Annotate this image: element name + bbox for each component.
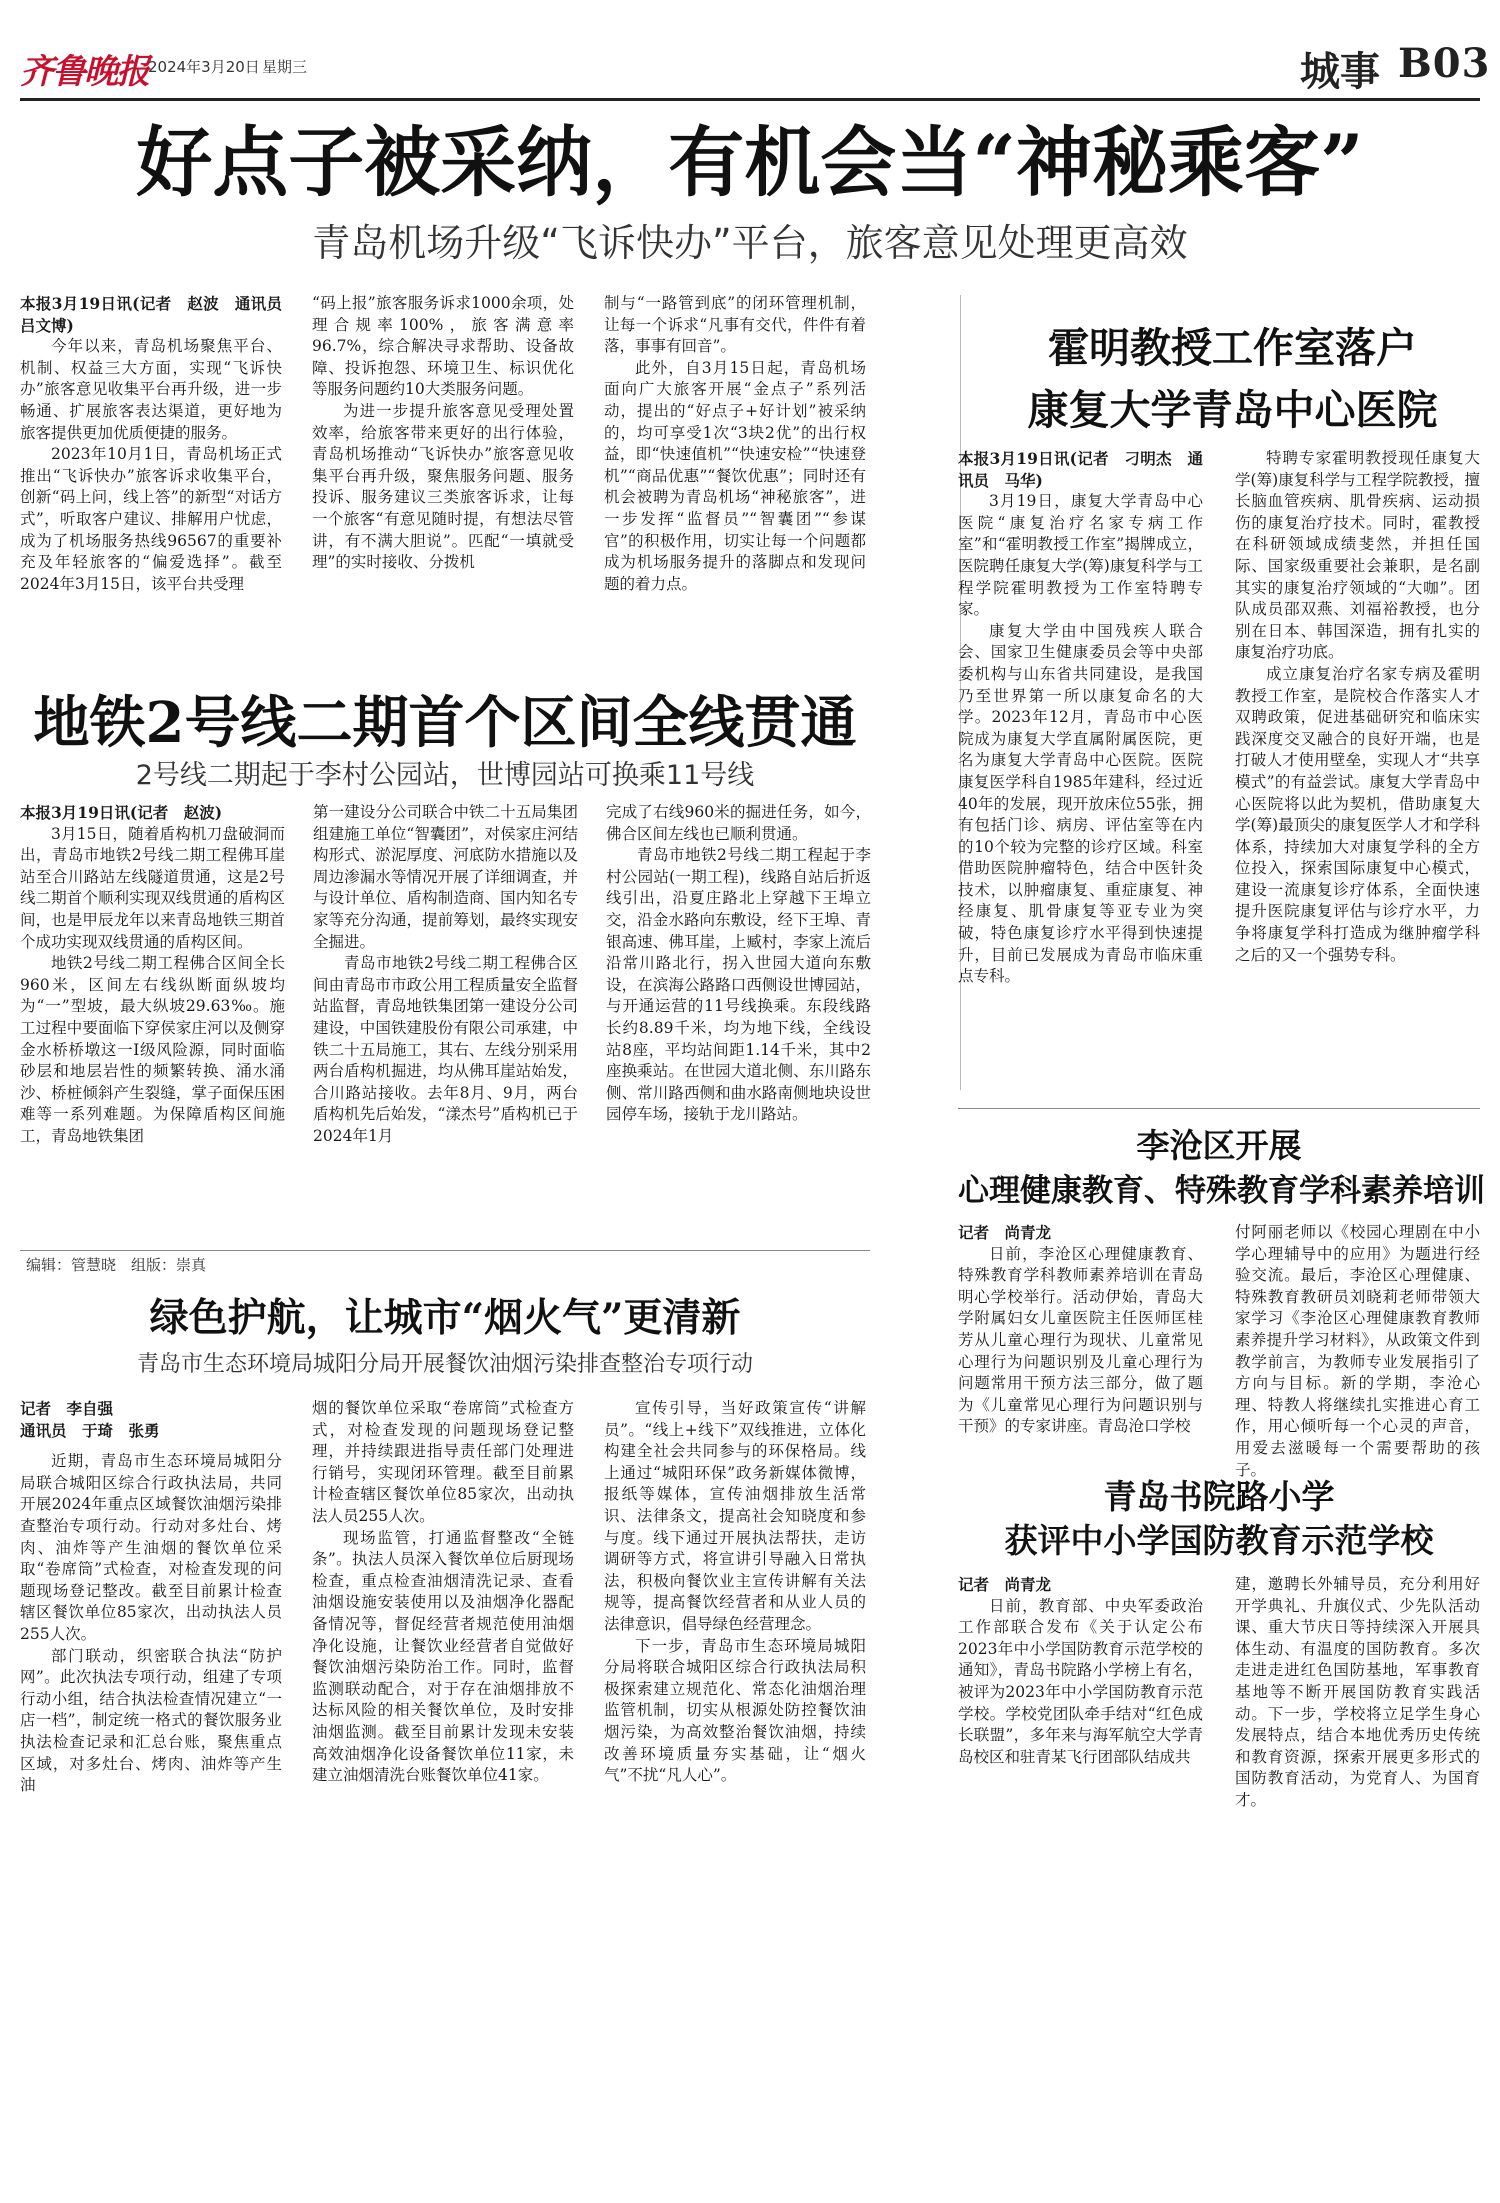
paragraph: 宣传引导，当好政策宣传“讲解员”。“线上+线下”双线推进，立体化构建全社会共同参与的环保格局。线上通过“城阳环保”政务新媒体微博，报纸等媒体，宣传油烟排放生活常识、法律条文，提高社会知晓度和参与度。线下通过开展执法帮扶，走访调研等方式，将宣讲引导融入日常执法，积极向餐饮业主宣传讲解有关法规等，提高餐饮经营者和从业人员的法律意识，倡导绿色经营理念。 — [604, 1399, 866, 1633]
issue-date: 2024年3月20日 — [148, 58, 260, 76]
paragraph: 特聘专家霍明教授现任康复大学(筹)康复科学与工程学院教授，擅长脑血管疾病、肌骨疾病、运动损伤的康复治疗技术。同时，霍教授在科研领域成绩斐然，并担任国际、国家级重要社会兼职，是名副其实的康复治疗领域的“大咖”。团队成员邵双燕、刘福裕教授，也分别在日本、韩国深造，拥有扎实的康复治疗功底。 — [1235, 449, 1480, 662]
paragraph: 制与“一路管到底”的闭环管理机制，让每一个诉求“凡事有交代，件件有着落，事事有回音”。 — [604, 294, 866, 356]
headline-line2: 心理健康教育、特殊教育学科素养培训 — [958, 1173, 1485, 1209]
paragraph: 青岛市地铁2号线二期工程起于李村公园站(一期工程)，线路自站后折返线引出，沿夏庄路北上穿越下王埠立交，沿金水路向东敷设，经下王埠、青银高速、佛耳崖，上臧村，李家上流后沿常川路北行，拐入世园大道向东敷设，在滨海公路路口西侧设世博园站，与开通运营的11号线换乘。东段线路长约8.89千米，均为地下线，全线设站8座，平均站间距1.14千米，其中2座换乘站。在世园大道北侧、东川路东侧、常川路西侧和曲水路南侧地块设世园停车场，接轨于龙川路站。 — [606, 846, 871, 1124]
editor-credit: 编辑：管慧晓 组版：崇真 — [26, 1256, 207, 1274]
paragraph: 日前，李沧区心理健康教育、特殊教育学科教师素养培训在青岛明心学校举行。活动伊始，青岛大学附属妇女儿童医院主任医师匡桂芳从儿童心理行为现状、儿童常见心理行为问题识别及儿童心理行为问题常用干预方法三部分，做了题为《儿童常见心理行为问题识别与干预》的专家讲座。青岛沧口学校 — [958, 1244, 1203, 1436]
article-column — [604, 1398, 866, 1863]
byline: 本报3月19日讯(记者 刁明杰 通讯员 马华) — [958, 449, 1203, 490]
byline: 本报3月19日讯(记者 赵波 通讯员 吕文博) — [20, 294, 298, 335]
byline: 记者 尚青龙 — [958, 1223, 1052, 1242]
paragraph: 下一步，青岛市生态环境局城阳分局将联合城阳区综合行政执法局积极探索建立规范化、常态化油烟治理监管机制，切实从根源处防控餐饮油烟污染，为高效整治餐饮油烟，持续改善环境质量夯实基础，让“烟火气”不扰“凡人心”。 — [604, 1636, 866, 1785]
headline: 青岛书院路小学 — [1103, 1477, 1335, 1516]
paragraph: 为进一步提升旅客意见受理处置效率，给旅客带来更好的出行体验，青岛机场推动“飞诉快办”旅客意见收集平台再升级，聚焦服务问题、服务投诉、服务建议三类旅客诉求，让每一个旅客“有意见随时提，有想法尽管讲，有不满大胆说”。匹配“一填就受理”的实时接收、分拨机 — [312, 401, 574, 572]
article-column — [20, 293, 298, 678]
subheadline: 青岛市生态环境局城阳分局开展餐饮油烟污染排查整治专项行动 — [136, 1352, 753, 1377]
paragraph: 完成了右线960米的掘进任务，如今，佛合区间左线也已顺利贯通。 — [606, 803, 871, 843]
headline: 地铁2号线二期首个区间全线贯通 — [33, 690, 857, 756]
paragraph: 烟的餐饮单位采取“卷席筒”式检查方式，对检查发现的问题现场登记整理，并持续跟进指导责任部门处理进行销号，实现闭环管理。截至目前累计检查辖区餐饮单位85家次，出动执法人员255人次。 — [312, 1399, 574, 1525]
paragraph: 2023年10月1日，青岛机场正式推出“飞诉快办”旅客诉求收集平台，创新“码上问，线上答”的新型“对话方式”，听取客户建议、排解用户忧虑，成为了机场服务热线96567的重要补充及年轻旅客的“偏爱选择”。截至2024年3月15日，该平台共受理 — [20, 445, 282, 593]
article-column — [958, 448, 1203, 1093]
paragraph: 日前，教育部、中央军委政治工作部联合发布《关于认定公布2023年中小学国防教育示范学校的通知》，青岛书院路小学榜上有名，被评为2023年中小学国防教育示范学校。学校党团队牵手结对“红色成长联盟”，多年来与海军航空大学青岛校区和驻青某飞行团部队结成共 — [958, 1596, 1203, 1766]
article-column — [1235, 448, 1480, 1093]
article-column — [1235, 1574, 1480, 1864]
newspaper-logo: 齐鲁晚报 — [20, 52, 148, 92]
paragraph: “码上报”旅客服务诉求1000余项，处理合规率100%，旅客满意率96.7%，综合解决寻求帮助、设备故障、投诉抱怨、环境卫生、标识优化等服务问题约10大类服务问题。 — [312, 294, 574, 399]
masthead-rule — [20, 98, 1480, 101]
article-column — [312, 1398, 574, 1863]
subheadline: 2号线二期起于李村公园站，世博园站可换乘11号线 — [135, 760, 755, 791]
byline: 记者 李自强 — [20, 1399, 114, 1418]
byline: 本报3月19日讯(记者 赵波) — [20, 803, 223, 822]
paragraph: 部门联动，织密联合执法“防护网”。此次执法专项行动，组建了专项行动小组，结合执法检查情况建立“一店一档”，制定统一格式的餐饮服务业执法检查记录和汇总台账，聚焦重点区域，对多灶台、烤肉、油炸等产生油 — [20, 1646, 282, 1795]
issue-weekday: 星期三 — [262, 58, 308, 76]
paragraph: 此外，自3月15日起，青岛机场面向广大旅客开展“金点子”系列活动，提出的“好点子+好计划”被采纳的，均可享受1次“3块2优”的出行权益，即“快速值机”“快速安检”“快速登机”“商品优惠”“餐饮优惠”；同时还有机会被聘为青岛机场“神秘旅客”，进一步发挥“监督员”“智囊团”“参谋官”的积极作用，切实让每一个问题都成为机场服务提升的落脚点和发现问题的着力点。 — [604, 358, 866, 593]
editor-rule — [20, 1250, 870, 1251]
paragraph: 3月15日，随着盾构机刀盘破洞而出，青岛市地铁2号线二期工程佛耳崖站至合川路站左线隧道贯通，这是2号线二期首个顺利实现双线贯通的盾构区间，也是甲辰龙年以来青岛地铁三期首个成功实现双线贯通的盾构区间。 — [20, 824, 285, 951]
headline: 好点子被采纳，有机会当“神秘乘客” — [136, 118, 1364, 207]
headline: 霍明教授工作室落户 — [1048, 324, 1417, 372]
article-column — [606, 802, 871, 1247]
paragraph: 今年以来，青岛机场聚焦平台、机制、权益三大方面，实现“飞诉快办”旅客意见收集平台再升级，进一步畅通、扩展旅客表达渠道，更好地为旅客提供更加优质便捷的服务。 — [20, 337, 282, 442]
paragraph: 地铁2号线二期工程佛合区间全长960米，区间左右线纵断面纵坡均为“一”型坡，最大纵坡29.63‰。施工过程中要面临下穿侯家庄河以及侧穿金水桥桥墩这一I级风险源，同时面临砂层和地层岩性的频繁转换、涌水涌沙、桥桩倾斜产生裂缝，掌子面保压困难等一系列难题。为保障盾构区间施工，青岛地铁集团 — [20, 954, 285, 1145]
paragraph: 3月19日，康复大学青岛中心医院“康复治疗名家专病工作室”和“霍明教授工作室”揭牌成立，医院聘任康复大学(筹)康复科学与工程学院霍明教授为工作室特聘专家。 — [958, 492, 1203, 619]
paragraph: 建，邀聘长外辅导员，充分利用好开学典礼、升旗仪式、少先队活动课、重大节庆日等持续深入开展具体生动、有温度的国防教育。多次走进走进红色国防基地，军事教育基地等不断开展国防教育实践活动。下一步，学校将立足学生身心发展特点，结合本地优秀历史传统和教育资源，探索开展更多形式的国防教育活动，为党育人、为国育才。 — [1235, 1575, 1480, 1809]
byline: 记者 尚青龙 — [958, 1575, 1052, 1594]
paragraph: 康复大学由中国残疾人联合会、国家卫生健康委员会等中央部委机构与山东省共同建设，是我国乃至世界第一所以康复命名的大学。2023年12月，青岛市中心医院成为康复大学直属附属医院，更名为康复大学青岛中心医院。医院康复医学科自1985年建科，经过近40年的发展，现开放床位55张，拥有包括门诊、病房、评估室等在内的10个较为完整的诊疗区域。科室借助医院肿瘤特色，结合中医针灸技术，以肿瘤康复、重症康复、神经康复、肌骨康复等亚专业为突破，特色康复诊疗水平得到快速提升，目前已发展成为青岛市临床重点专科。 — [958, 621, 1203, 986]
article-column — [313, 802, 578, 1247]
headline-line2: 获评中小学国防教育示范学校 — [1004, 1521, 1434, 1560]
article-column — [20, 1398, 282, 1863]
paragraph: 成立康复治疗名家专病及霍明教授工作室，是院校合作落实人才双聘政策，促进基础研究和临床实践深度交叉融合的良好开端，也是打破人才使用壁垒，实现人才“共享模式”的有益尝试。康复大学青岛中心医院将以此为契机，借助康复大学(筹)最顶尖的康复医学人才和学科体系，持续加大对康复学科的全方位投入，探索国际康复中心模式，建设一流康复诊疗体系，全面快速提升医院康复评估与诊疗水平，力争将康复学科打造成为继肿瘤学科之后的又一个强势专科。 — [1235, 664, 1480, 964]
article-column — [20, 802, 285, 1247]
article-column — [312, 293, 574, 678]
article-column — [604, 293, 866, 678]
article-column — [958, 1574, 1203, 1864]
headline: 绿色护航，让城市“烟火气”更清新 — [149, 1295, 741, 1341]
paragraph: 付阿丽老师以《校园心理剧在中小学心理辅导中的应用》为题进行经验交流。最后，李沧区心理健康、特殊教育教研员刘晓莉老师带领大家学习《李沧区心理健康教育教师素养提升学习材料》，从政策文件到教学前言，为教师专业发展指引了方向与目标。新的学期，李沧心理、特教人将继续扎实推进心育工作，用心倾听每一个心灵的声音，用爱去滋暖每一个需要帮助的孩子。 — [1235, 1223, 1480, 1479]
headline-line2: 康复大学青岛中心医院 — [1027, 386, 1438, 434]
subheadline: 青岛机场升级“飞诉快办”平台，旅客意见处理更高效 — [312, 221, 1188, 265]
paragraph: 现场监管，打通监督整改“全链条”。执法人员深入餐饮单位后厨现场检查，重点检查油烟清洗记录、查看油烟设施安装使用以及油烟净化器配备情况等，督促经营者规范使用油烟净化设施，让餐饮业经营者自觉做好餐饮油烟污染防治工作。同时，监督监测联动配合，对于存在油烟排放不达标风险的相关餐饮单位，及时安排油烟监测。截至目前累计发现未安装高效油烟净化设备餐饮单位11家，未建立油烟清洗台账餐饮单位41家。 — [312, 1528, 574, 1785]
byline: 通讯员 于琦 张勇 — [20, 1420, 160, 1440]
section-name: 城事 — [1300, 48, 1380, 95]
paragraph: 近期，青岛市生态环境局城阳分局联合城阳区综合行政执法局，共同开展2024年重点区域餐饮油烟污染排查整治专项行动。行动对多灶台、烤肉、油炸等产生油烟的餐饮单位采取“卷席筒”式检查，对检查发现的问题现场登记整改。截至目前累计检查辖区餐饮单位85家次，出动执法人员255人次。 — [20, 1452, 282, 1643]
paragraph: 青岛市地铁2号线二期工程佛合区间由青岛市市政公用工程质量安全监督站监督，青岛地铁集团第一建设分公司建设，中国铁建股份有限公司承建，中铁二十五局施工，其右、左线分别采用两台盾构机掘进，均从佛耳崖站始发，合川路站接收。去年8月、9月，两台盾构机先后始发，“漾杰号”盾构机已于2024年1月 — [313, 954, 578, 1145]
headline: 李沧区开展 — [1136, 1126, 1302, 1165]
paragraph: 第一建设分公司联合中铁二十五局集团组建施工单位“智囊团”，对侯家庄河结构形式、淤泥厚度、河底防水措施以及周边渗漏水等情况开展了详细调查，并与设计单位、盾构制造商、国内知名专家等充分沟通，提前筹划，最终实现安全掘进。 — [313, 803, 578, 951]
page-number: B03 — [1398, 40, 1491, 87]
article-rule — [958, 1108, 1480, 1109]
